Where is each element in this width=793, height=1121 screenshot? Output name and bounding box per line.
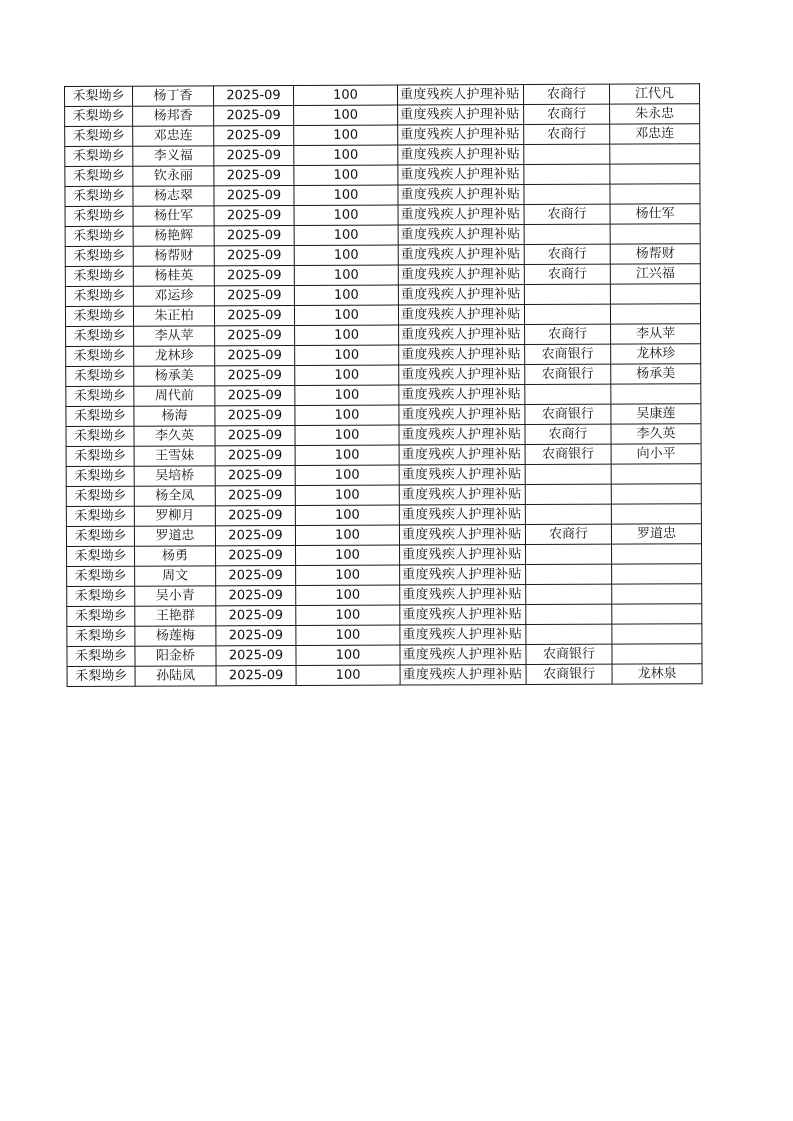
payee-cell (612, 624, 702, 644)
bank-cell (526, 604, 612, 624)
table-row (66, 324, 701, 347)
bank-cell (524, 304, 610, 324)
payee-cell (612, 564, 702, 584)
name-cell: 罗道忠 (134, 526, 215, 546)
bank-cell (524, 144, 610, 164)
period-cell: 2025-09 (214, 225, 294, 245)
name-cell: 杨艳辉 (133, 226, 214, 246)
period-cell: 2025-09 (215, 345, 295, 365)
payee-cell (612, 544, 702, 564)
township-cell: 禾梨坳乡 (65, 306, 133, 326)
subsidy-type-cell: 重度残疾人护理补贴 (399, 484, 525, 505)
amount-cell: 100 (294, 125, 398, 145)
name-cell: 杨莲梅 (135, 626, 216, 646)
table-row (65, 244, 700, 267)
payee-cell (610, 144, 700, 164)
subsidy-type-cell: 重度残疾人护理补贴 (399, 464, 525, 485)
period-cell: 2025-09 (214, 265, 294, 285)
table-row (67, 564, 702, 587)
township-cell: 禾梨坳乡 (65, 166, 133, 186)
bank-cell: 农商行 (524, 204, 610, 224)
township-cell: 禾梨坳乡 (67, 626, 135, 646)
bank-cell (526, 544, 612, 564)
table-row (65, 164, 700, 187)
bank-cell (525, 504, 611, 524)
table-row (66, 464, 701, 487)
payee-cell: 龙林珍 (611, 344, 701, 364)
payee-cell: 李从苹 (611, 324, 701, 344)
name-cell: 杨全凤 (134, 486, 215, 506)
township-cell: 禾梨坳乡 (66, 326, 134, 346)
payee-cell (612, 644, 702, 664)
subsidy-type-cell: 重度残疾人护理补贴 (398, 264, 524, 285)
township-cell: 禾梨坳乡 (65, 266, 133, 286)
name-cell: 王雪妹 (134, 446, 215, 466)
subsidy-type-cell: 重度残疾人护理补贴 (398, 184, 524, 205)
amount-cell: 100 (296, 545, 400, 565)
subsidy-type-cell: 重度残疾人护理补贴 (400, 584, 526, 605)
bank-cell: 农商银行 (526, 644, 612, 664)
bank-cell: 农商行 (524, 124, 610, 144)
subsidy-type-cell: 重度残疾人护理补贴 (397, 84, 523, 105)
amount-cell: 100 (295, 345, 399, 365)
amount-cell: 100 (296, 645, 400, 665)
period-cell: 2025-09 (214, 125, 294, 145)
period-cell: 2025-09 (215, 465, 295, 485)
township-cell: 禾梨坳乡 (66, 466, 134, 486)
township-cell: 禾梨坳乡 (65, 206, 133, 226)
period-cell: 2025-09 (216, 605, 296, 625)
township-cell: 禾梨坳乡 (66, 526, 134, 546)
name-cell: 钦永丽 (133, 166, 214, 186)
subsidy-type-cell: 重度残疾人护理补贴 (399, 344, 525, 365)
amount-cell: 100 (296, 665, 400, 685)
subsidy-type-cell: 重度残疾人护理补贴 (398, 204, 524, 225)
name-cell: 孙陆凤 (135, 666, 216, 686)
table-row (66, 484, 701, 507)
period-cell: 2025-09 (215, 485, 295, 505)
township-cell: 禾梨坳乡 (67, 606, 135, 626)
township-cell: 禾梨坳乡 (66, 446, 134, 466)
amount-cell: 100 (294, 305, 398, 325)
name-cell: 李从苹 (134, 326, 215, 346)
table-row (66, 524, 701, 547)
township-cell: 禾梨坳乡 (65, 126, 133, 146)
bank-cell: 农商行 (525, 424, 611, 444)
subsidy-type-cell: 重度残疾人护理补贴 (398, 244, 524, 265)
payee-cell: 杨仕军 (610, 204, 700, 224)
name-cell: 周文 (135, 566, 216, 586)
period-cell: 2025-09 (214, 305, 294, 325)
subsidy-type-cell: 重度残疾人护理补贴 (398, 104, 524, 125)
payee-cell (611, 504, 701, 524)
payee-cell: 邓忠连 (610, 124, 700, 144)
payee-cell (610, 224, 700, 244)
period-cell: 2025-09 (215, 365, 295, 385)
payee-cell: 向小平 (611, 444, 701, 464)
bank-cell: 农商银行 (525, 344, 611, 364)
subsidy-type-cell: 重度残疾人护理补贴 (400, 664, 526, 685)
subsidy-type-cell: 重度残疾人护理补贴 (399, 524, 525, 545)
amount-cell: 100 (294, 145, 398, 165)
bank-cell: 农商行 (524, 244, 610, 264)
subsidy-type-cell: 重度残疾人护理补贴 (400, 544, 526, 565)
township-cell: 禾梨坳乡 (67, 666, 135, 686)
township-cell: 禾梨坳乡 (66, 366, 134, 386)
table-row (65, 84, 700, 107)
township-cell: 禾梨坳乡 (66, 346, 134, 366)
payee-cell: 吴康莲 (611, 404, 701, 424)
payee-cell (611, 484, 701, 504)
amount-cell: 100 (296, 625, 400, 645)
subsidy-type-cell: 重度残疾人护理补贴 (399, 384, 525, 405)
payee-cell: 杨帮财 (610, 244, 700, 264)
bank-cell (524, 184, 610, 204)
payee-cell (612, 604, 702, 624)
period-cell: 2025-09 (214, 285, 294, 305)
payee-cell (610, 184, 700, 204)
amount-cell: 100 (294, 205, 398, 225)
table-row (65, 144, 700, 167)
subsidy-type-cell: 重度残疾人护理补贴 (400, 604, 526, 625)
subsidy-type-cell: 重度残疾人护理补贴 (398, 284, 524, 305)
subsidy-type-cell: 重度残疾人护理补贴 (400, 564, 526, 585)
period-cell: 2025-09 (216, 645, 296, 665)
bank-cell (526, 624, 612, 644)
payee-cell: 江兴福 (610, 264, 700, 284)
township-cell: 禾梨坳乡 (65, 146, 133, 166)
table-row (65, 104, 700, 127)
period-cell: 2025-09 (216, 585, 296, 605)
amount-cell: 100 (295, 405, 399, 425)
amount-cell: 100 (296, 605, 400, 625)
subsidy-type-cell: 重度残疾人护理补贴 (399, 444, 525, 465)
amount-cell: 100 (295, 365, 399, 385)
name-cell: 杨邦香 (133, 106, 214, 126)
table-row (65, 264, 700, 287)
subsidy-type-cell: 重度残疾人护理补贴 (399, 324, 525, 345)
amount-cell: 100 (295, 505, 399, 525)
table-row (66, 404, 701, 427)
bank-cell: 农商行 (523, 84, 609, 104)
township-cell: 禾梨坳乡 (67, 546, 135, 566)
township-cell: 禾梨坳乡 (65, 226, 133, 246)
bank-cell (525, 384, 611, 404)
amount-cell: 100 (295, 485, 399, 505)
payee-cell (612, 584, 702, 604)
table-row (67, 664, 702, 687)
name-cell: 朱正柏 (133, 306, 214, 326)
subsidy-type-cell: 重度残疾人护理补贴 (398, 164, 524, 185)
name-cell: 杨仕军 (133, 206, 214, 226)
amount-cell: 100 (295, 325, 399, 345)
payee-cell: 杨承美 (611, 364, 701, 384)
name-cell: 杨桂英 (133, 266, 214, 286)
township-cell: 禾梨坳乡 (67, 646, 135, 666)
amount-cell: 100 (296, 565, 400, 585)
period-cell: 2025-09 (215, 525, 295, 545)
period-cell: 2025-09 (215, 325, 295, 345)
payee-cell: 江代凡 (609, 84, 699, 104)
period-cell: 2025-09 (214, 105, 294, 125)
name-cell: 邓运珍 (133, 286, 214, 306)
period-cell: 2025-09 (214, 245, 294, 265)
subsidy-type-cell: 重度残疾人护理补贴 (398, 304, 524, 325)
bank-cell: 农商行 (524, 104, 610, 124)
township-cell: 禾梨坳乡 (67, 586, 135, 606)
name-cell: 杨海 (134, 406, 215, 426)
period-cell: 2025-09 (214, 165, 294, 185)
period-cell: 2025-09 (215, 425, 295, 445)
period-cell: 2025-09 (214, 185, 294, 205)
payee-cell: 龙林泉 (612, 664, 702, 684)
table-row (66, 364, 701, 387)
table-row (67, 644, 702, 667)
period-cell: 2025-09 (214, 145, 294, 165)
township-cell: 禾梨坳乡 (65, 246, 133, 266)
period-cell: 2025-09 (215, 505, 295, 525)
name-cell: 阳金桥 (135, 646, 216, 666)
payee-cell: 罗道忠 (611, 524, 701, 544)
amount-cell: 100 (296, 585, 400, 605)
bank-cell (525, 464, 611, 484)
table-row (67, 604, 702, 627)
name-cell: 龙林珍 (134, 346, 215, 366)
name-cell: 杨丁香 (133, 86, 214, 106)
period-cell: 2025-09 (214, 205, 294, 225)
table-row (66, 384, 701, 407)
table-row (65, 184, 700, 207)
bank-cell (524, 224, 610, 244)
payee-cell (611, 384, 701, 404)
table-row (65, 204, 700, 227)
name-cell: 吴小青 (135, 586, 216, 606)
bank-cell (526, 564, 612, 584)
payee-cell (610, 164, 700, 184)
subsidy-type-cell: 重度残疾人护理补贴 (399, 504, 525, 525)
table-row (65, 284, 700, 307)
period-cell: 2025-09 (216, 545, 296, 565)
amount-cell: 100 (294, 85, 398, 105)
table-row (65, 304, 700, 327)
township-cell: 禾梨坳乡 (66, 386, 134, 406)
subsidy-table (64, 83, 703, 687)
table-row (67, 584, 702, 607)
amount-cell: 100 (294, 285, 398, 305)
amount-cell: 100 (294, 225, 398, 245)
table-body (65, 84, 703, 687)
payee-cell (610, 304, 700, 324)
table-row (66, 344, 701, 367)
payee-cell: 朱永忠 (610, 104, 700, 124)
bank-cell: 农商行 (525, 324, 611, 344)
period-cell: 2025-09 (216, 565, 296, 585)
bank-cell (525, 484, 611, 504)
table-row (67, 624, 702, 647)
name-cell: 李义福 (133, 146, 214, 166)
name-cell: 邓忠连 (133, 126, 214, 146)
township-cell: 禾梨坳乡 (66, 406, 134, 426)
period-cell: 2025-09 (214, 85, 294, 105)
table-row (66, 424, 701, 447)
name-cell: 杨志翠 (133, 186, 214, 206)
township-cell: 禾梨坳乡 (66, 486, 134, 506)
amount-cell: 100 (294, 245, 398, 265)
bank-cell (526, 584, 612, 604)
table-row (66, 444, 701, 467)
township-cell: 禾梨坳乡 (65, 106, 133, 126)
bank-cell (524, 164, 610, 184)
table-row (65, 124, 700, 147)
table-row (65, 224, 700, 247)
amount-cell: 100 (294, 105, 398, 125)
payee-cell: 李久英 (611, 424, 701, 444)
payee-cell (610, 284, 700, 304)
amount-cell: 100 (295, 425, 399, 445)
name-cell: 罗柳月 (134, 506, 215, 526)
bank-cell: 农商银行 (525, 444, 611, 464)
subsidy-type-cell: 重度残疾人护理补贴 (398, 144, 524, 165)
period-cell: 2025-09 (215, 385, 295, 405)
bank-cell (524, 284, 610, 304)
subsidy-type-cell: 重度残疾人护理补贴 (399, 404, 525, 425)
table-row (66, 504, 701, 527)
name-cell: 李久英 (134, 426, 215, 446)
period-cell: 2025-09 (215, 405, 295, 425)
name-cell: 杨承美 (134, 366, 215, 386)
subsidy-type-cell: 重度残疾人护理补贴 (399, 424, 525, 445)
township-cell: 禾梨坳乡 (65, 186, 133, 206)
amount-cell: 100 (295, 445, 399, 465)
amount-cell: 100 (294, 165, 398, 185)
name-cell: 杨勇 (135, 546, 216, 566)
bank-cell: 农商银行 (525, 404, 611, 424)
amount-cell: 100 (294, 185, 398, 205)
payee-cell (611, 464, 701, 484)
subsidy-type-cell: 重度残疾人护理补贴 (398, 224, 524, 245)
amount-cell: 100 (294, 265, 398, 285)
period-cell: 2025-09 (216, 625, 296, 645)
bank-cell: 农商行 (524, 264, 610, 284)
bank-cell: 农商银行 (526, 664, 612, 684)
amount-cell: 100 (295, 385, 399, 405)
name-cell: 杨帮财 (133, 246, 214, 266)
period-cell: 2025-09 (216, 665, 296, 685)
subsidy-type-cell: 重度残疾人护理补贴 (399, 364, 525, 385)
name-cell: 王艳群 (135, 606, 216, 626)
name-cell: 周代前 (134, 386, 215, 406)
bank-cell: 农商银行 (525, 364, 611, 384)
township-cell: 禾梨坳乡 (65, 286, 133, 306)
amount-cell: 100 (295, 465, 399, 485)
amount-cell: 100 (295, 525, 399, 545)
subsidy-type-cell: 重度残疾人护理补贴 (400, 644, 526, 665)
period-cell: 2025-09 (215, 445, 295, 465)
name-cell: 吴培桥 (134, 466, 215, 486)
table-row (67, 544, 702, 567)
township-cell: 禾梨坳乡 (67, 566, 135, 586)
subsidy-type-cell: 重度残疾人护理补贴 (398, 124, 524, 145)
bank-cell: 农商行 (525, 524, 611, 544)
township-cell: 禾梨坳乡 (65, 86, 133, 106)
township-cell: 禾梨坳乡 (66, 426, 134, 446)
township-cell: 禾梨坳乡 (66, 506, 134, 526)
subsidy-type-cell: 重度残疾人护理补贴 (400, 624, 526, 645)
